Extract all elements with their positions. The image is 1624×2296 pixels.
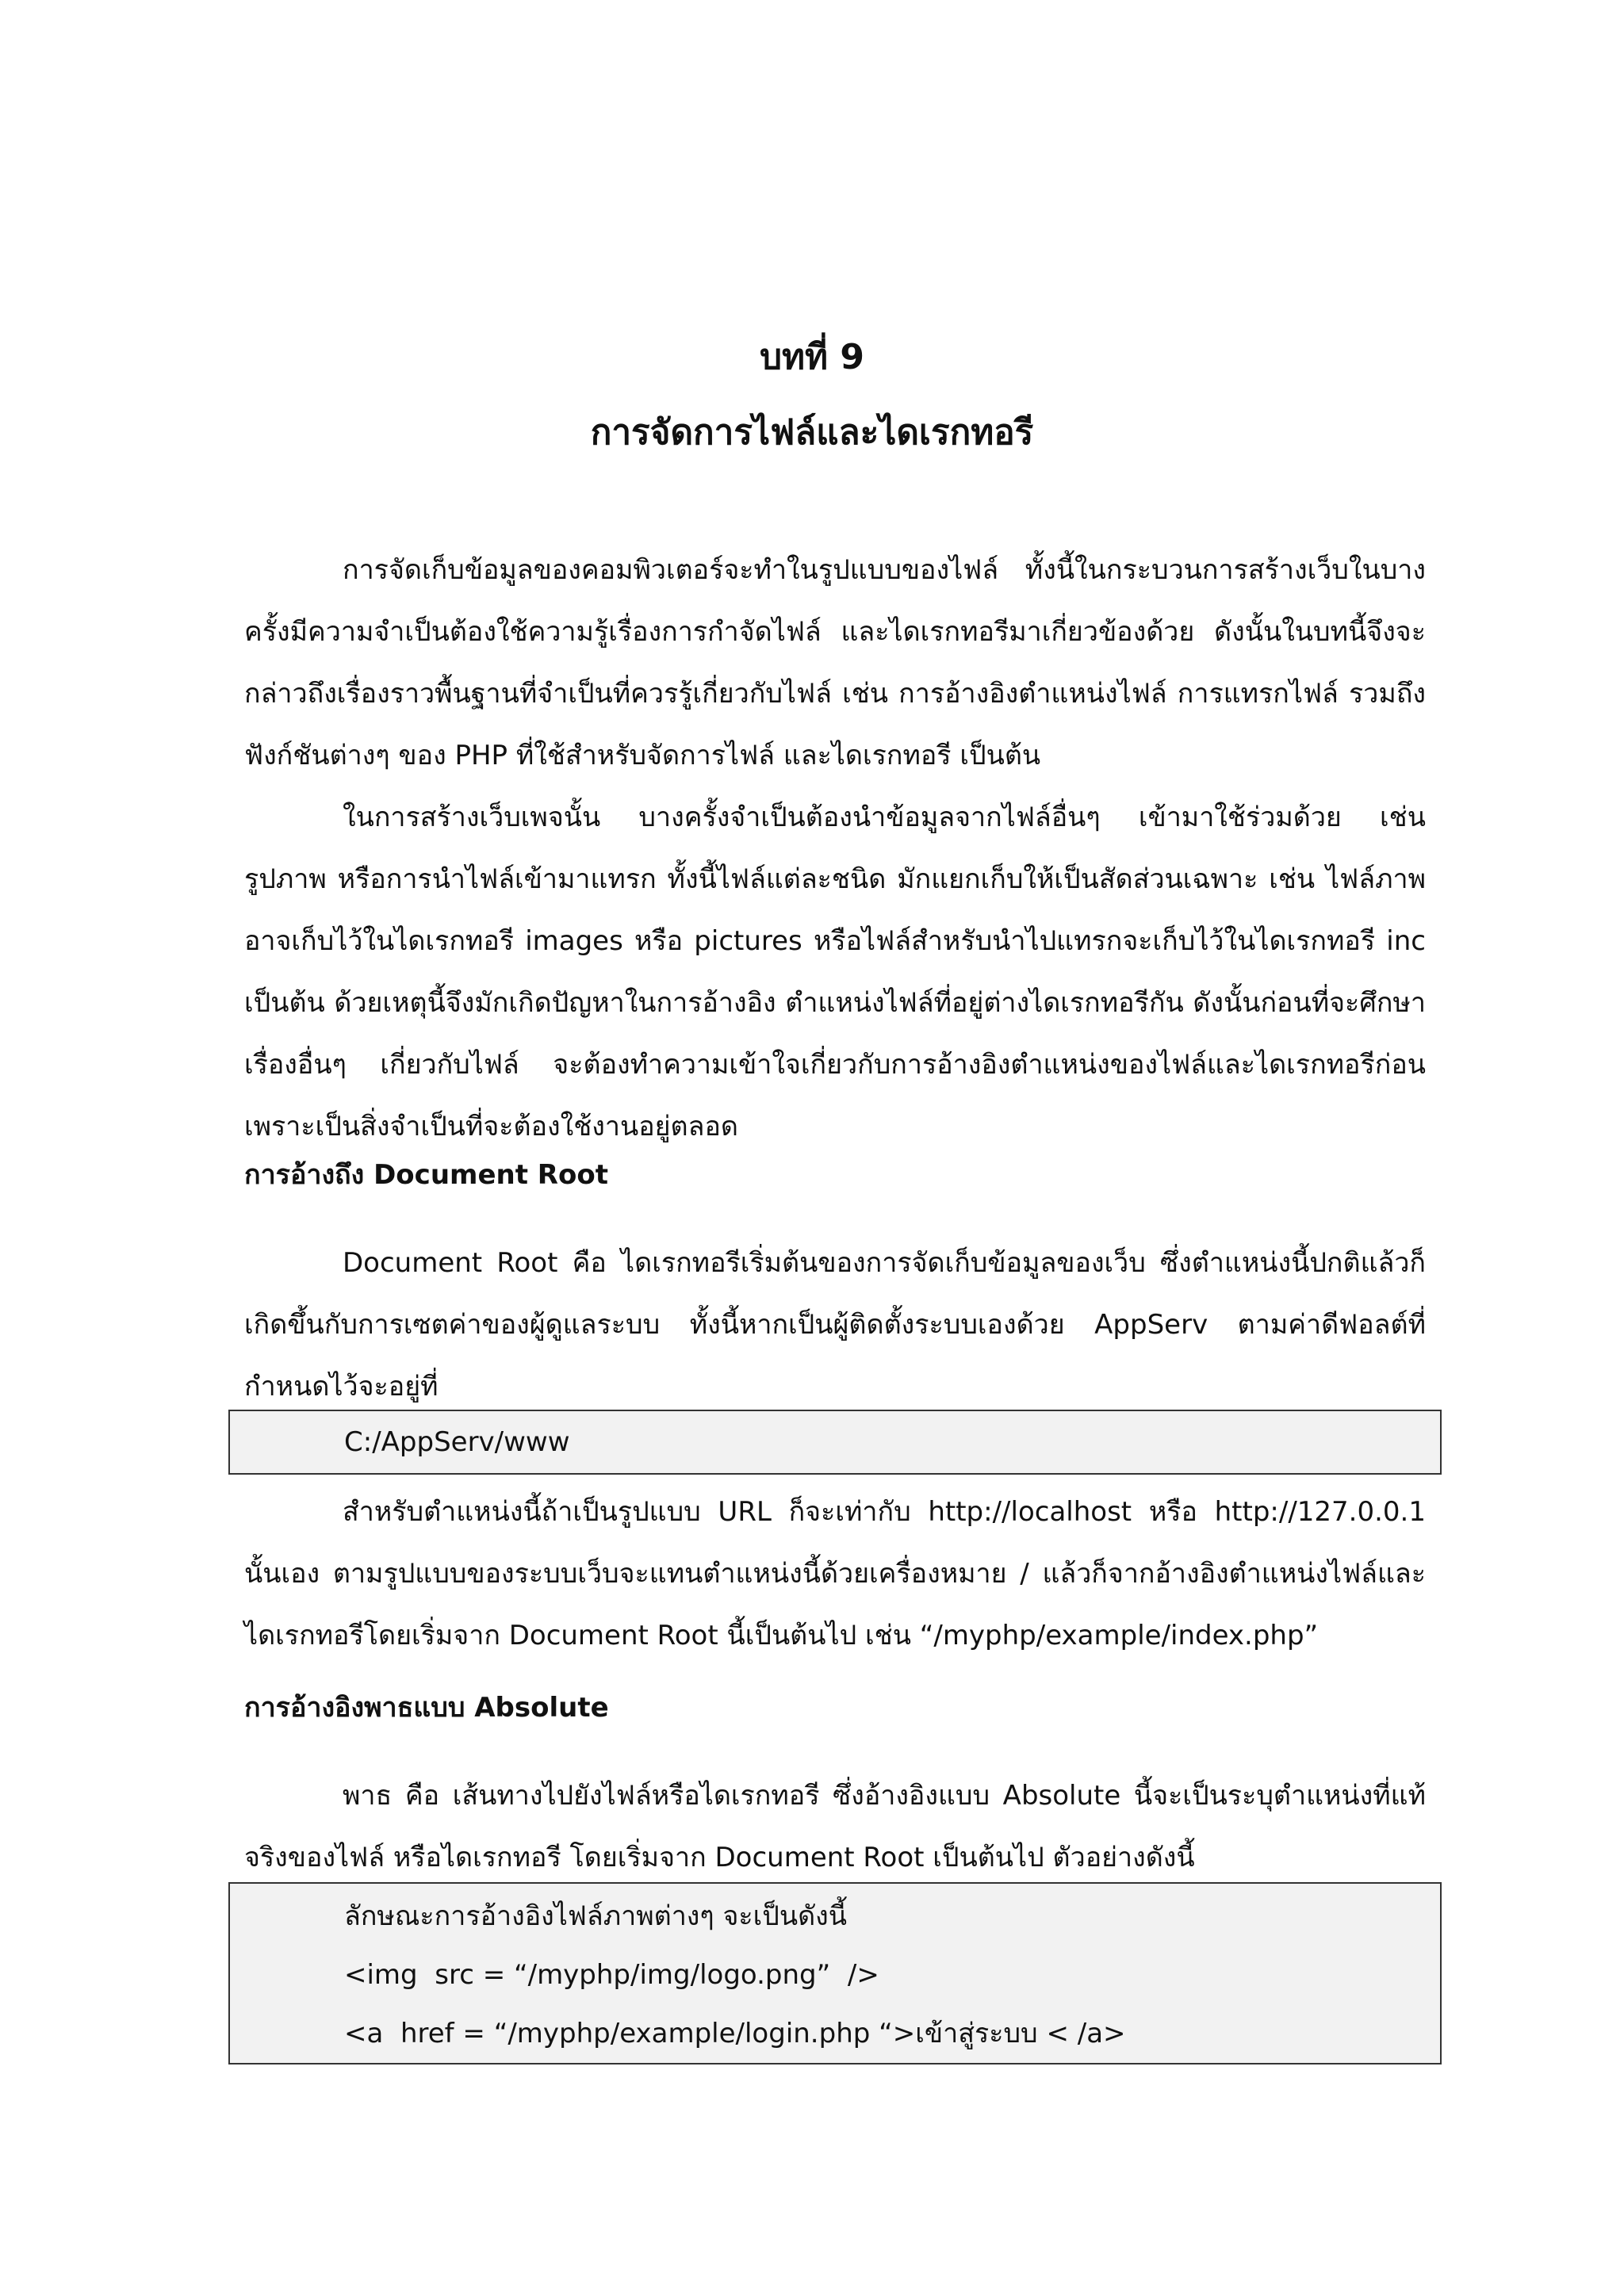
intro-paragraph-2: ในการสร้างเว็บเพจนั้น บางครั้งจำเป็นต้องนำข้อมูลจากไฟล์อื่นๆ เข้ามาใช้ร่วมด้วย เช่น รูปภาพ หรือการนำไฟล์เข้ามาแทรก ทั้งนี้ไฟล์แต่ละชนิด มักแยกเก็บให้เป็นสัดส่วนเฉพาะ เช่น ไฟล์ภาพ อาจเก็บไว้ในไดเรกทอรี images หรือ pictures หรือไฟล์สำหรับนำไปแทรกจะเก็บไว้ในไดเรกทอรี inc เป็นต้น ด้วยเหตุนี้จึงมักเกิดปัญหาในการอ้างอิง ตำแหน่งไฟล์ที่อยู่ต่างไดเรกทอรีกัน ดังนั้นก่อนที่จะศึกษาเรื่องอื่นๆ เกี่ยวกับไฟล์ จะต้องทำความเข้าใจเกี่ยวกับการอ้างอิงตำแหน่งของไฟล์และไดเรกทอรีก่อน เพราะเป็นสิ่งจำเป็นที่จะต้องใช้งานอยู่ตลอด [244,802,1426,1142]
img-tag-example: <img src = “/myphp/img/logo.png” /> [344,1959,879,1991]
example-caption: ลักษณะการอ้างอิงไฟล์ภาพต่างๆ จะเป็นดังนี้ [344,1900,848,1932]
chapter-number: บทที่ 9 [760,337,864,377]
appserv-path-box [228,1410,1442,1475]
appserv-path-text: C:/AppServ/www [344,1426,570,1458]
anchor-tag-example: <a href = “/myphp/example/login.php “>เข้าสู่ระบบ < /a> [344,2018,1126,2049]
url-paragraph: สำหรับตำแหน่งนี้ถ้าเป็นรูปแบบ URL ก็จะเท่ากับ http://localhost หรือ http://127.0.0.1 นั้นเอง ตามรูปแบบของระบบเว็บจะแทนตำแหน่งนี้ด้วยเครื่องหมาย / แล้วก็จากอ้างอิงตำแหน่งไฟล์และไดเรกทอรีโดยเริ่มจาก Document Root นี้เป็นต้นไป เช่น “/myphp/example/index.php” [244,1496,1426,1651]
document-root-paragraph: Document Root คือ ไดเรกทอรีเริ่มต้นของการจัดเก็บข้อมูลของเว็บ ซึ่งตำแหน่งนี้ปกติแล้วก็เกิดขึ้นกับการเซตค่าของผู้ดูแลระบบ ทั้งนี้หากเป็นผู้ติดตั้งระบบเองด้วย AppServ ตามค่าดีฟอลต์ที่กำหนดไว้จะอยู่ที่ [244,1247,1426,1402]
absolute-path-paragraph: พาธ คือ เส้นทางไปยังไฟล์หรือไดเรกทอรี ซึ่งอ้างอิงแบบ Absolute นี้จะเป็นระบุตำแหน่งที่แท้จริงของไฟล์ หรือไดเรกทอรี โดยเริ่มจาก Document Root เป็นต้นไป ตัวอย่างดังนี้ [244,1780,1426,1873]
chapter-title: การจัดการไฟล์และไดเรกทอรี [590,412,1034,453]
absolute-example-box [228,1882,1442,2064]
heading-document-root: การอ้างถึง Document Root [244,1159,608,1191]
heading-absolute-path: การอ้างอิงพาธแบบ Absolute [244,1692,609,1724]
intro-paragraph-1: การจัดเก็บข้อมูลของคอมพิวเตอร์จะทำในรูปแบบของไฟล์ ทั้งนี้ในกระบวนการสร้างเว็บในบางครั้งมีความจำเป็นต้องใช้ความรู้เรื่องการกำจัดไฟล์ และไดเรกทอรีมาเกี่ยวข้องด้วย ดังนั้นในบทนี้จึงจะกล่าวถึงเรื่องราวพื้นฐานที่จำเป็นที่ควรรู้เกี่ยวกับไฟล์ เช่น การอ้างอิงตำแหน่งไฟล์ การแทรกไฟล์ รวมถึงฟังก์ชันต่างๆ ของ PHP ที่ใช้สำหรับจัดการไฟล์ และไดเรกทอรี เป็นต้น [244,554,1426,771]
